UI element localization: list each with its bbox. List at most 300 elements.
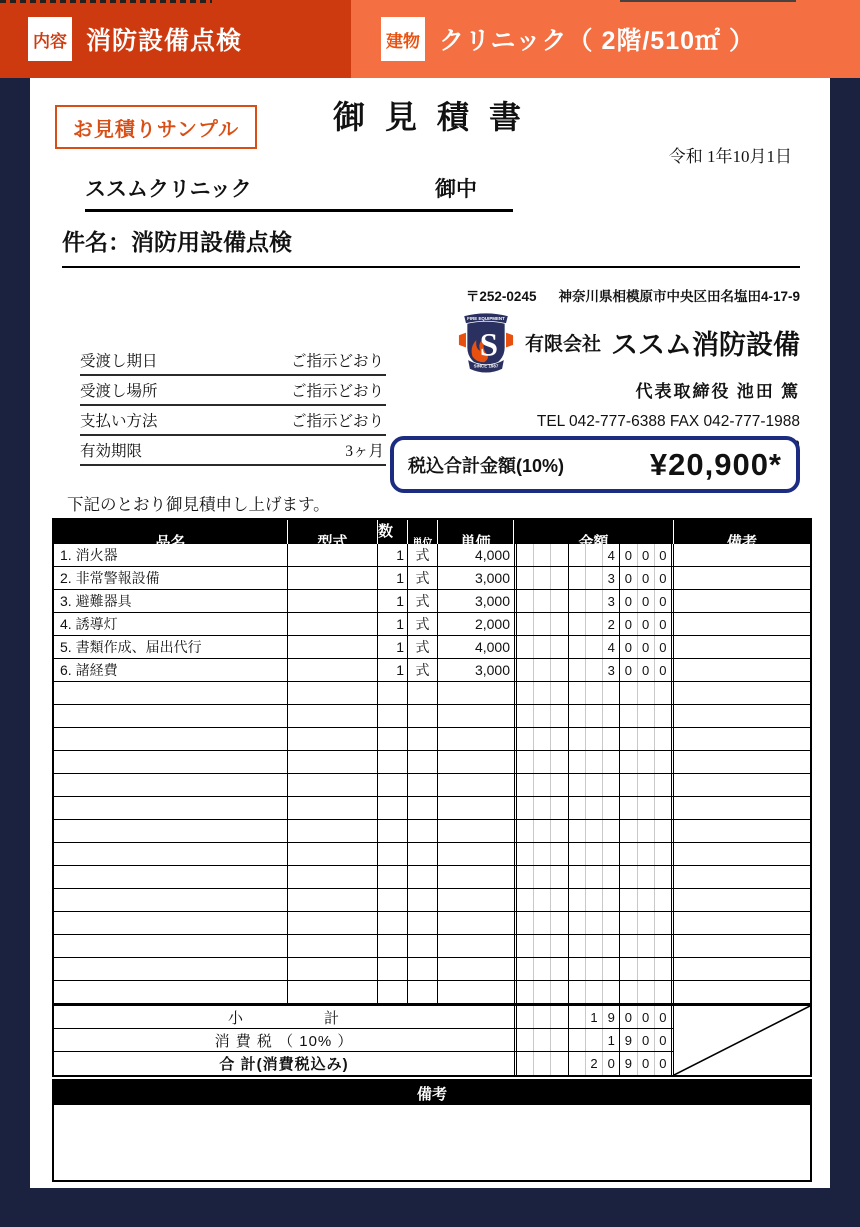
- amount-digit: [585, 935, 602, 957]
- top-edge-artifact-2: [620, 0, 796, 2]
- amount-digit: [568, 912, 585, 934]
- amount-digit: [654, 889, 671, 911]
- item-model-cell: [288, 935, 378, 958]
- amount-digit: [517, 1052, 533, 1075]
- header-building-section: [351, 0, 860, 78]
- amount-digit: [619, 682, 636, 704]
- item-model-cell: [288, 728, 378, 751]
- item-price-cell: [438, 981, 514, 1004]
- item-note-cell: [674, 705, 810, 728]
- item-qty-cell: [378, 866, 408, 889]
- total-label-cell: 合 計(消費税込み): [219, 1056, 349, 1073]
- amount-digits: [516, 636, 672, 658]
- amount-digit: 2: [602, 613, 619, 635]
- amount-digit: 0: [619, 544, 636, 566]
- amount-digit: 0: [637, 1006, 654, 1028]
- amount-digit: 0: [637, 613, 654, 635]
- subject-line: 件名：消防用設備点検: [62, 224, 800, 268]
- amount-digit: 1: [585, 1006, 602, 1028]
- amount-digit: 0: [637, 659, 654, 681]
- item-qty-cell: [378, 981, 408, 1004]
- item-price-cell: [438, 866, 514, 889]
- amount-digit: [654, 751, 671, 773]
- amount-digit: [533, 866, 550, 888]
- amount-cell: [514, 544, 674, 567]
- logo-letter: S: [479, 327, 499, 364]
- amount-digit: [602, 797, 619, 819]
- item-unit-cell: [408, 958, 438, 981]
- item-name-cell: [54, 912, 288, 935]
- amount-digit: 0: [619, 613, 636, 635]
- item-note-cell: [674, 866, 810, 889]
- amount-digit: [517, 981, 533, 1003]
- amount-digit: [619, 912, 636, 934]
- amount-digits: [516, 751, 672, 773]
- amount-digit: 0: [654, 567, 671, 589]
- item-qty-cell: [378, 912, 408, 935]
- amount-digit: [602, 935, 619, 957]
- item-name-cell: 5. 書類作成、届出代行: [54, 636, 288, 659]
- amount-digit: [568, 751, 585, 773]
- item-unit-cell: [408, 866, 438, 889]
- item-model-cell: [288, 636, 378, 659]
- amount-digit: [533, 889, 550, 911]
- amount-digit: [585, 889, 602, 911]
- item-price-cell: [438, 820, 514, 843]
- header-content-section: [0, 0, 351, 78]
- amount-digit: [637, 751, 654, 773]
- amount-digit: [585, 774, 602, 796]
- amount-digit: [517, 935, 533, 957]
- amount-digit: [550, 659, 567, 681]
- item-name-cell: [54, 820, 288, 843]
- total-amount-box: [390, 436, 800, 493]
- amount-digit: [568, 935, 585, 957]
- amount-digit: [568, 682, 585, 704]
- amount-digit: [619, 935, 636, 957]
- item-qty-cell: 1: [378, 567, 408, 590]
- item-unit-cell: [408, 912, 438, 935]
- amount-digit: [602, 820, 619, 842]
- amount-digit: [602, 981, 619, 1003]
- amount-digit: 3: [602, 659, 619, 681]
- amount-digits: [516, 590, 672, 612]
- item-name-cell: [54, 705, 288, 728]
- item-note-cell: [674, 636, 810, 659]
- amount-digits: [516, 912, 672, 934]
- amount-digit: [568, 705, 585, 727]
- amount-digit: [517, 705, 533, 727]
- amount-digit: [550, 774, 567, 796]
- item-qty-cell: [378, 889, 408, 912]
- document-title: 御 見 積 書: [332, 99, 527, 135]
- company-address-row: [457, 285, 800, 305]
- amount-digit: [550, 843, 567, 865]
- amount-digit: [550, 866, 567, 888]
- header-unit-price: 単価: [438, 520, 514, 562]
- amount-digit: [619, 705, 636, 727]
- amount-cell: [514, 751, 674, 774]
- item-note-cell: [674, 935, 810, 958]
- item-qty-cell: 1: [378, 613, 408, 636]
- amount-digit: [533, 1006, 550, 1028]
- item-name-cell: [54, 774, 288, 797]
- amount-digit: [619, 751, 636, 773]
- totals-grid: [54, 1004, 810, 1075]
- company-name-prefix: 有限会社: [524, 333, 601, 355]
- amount-digit: [517, 682, 533, 704]
- amount-cell: [514, 797, 674, 820]
- diagonal-slash: [674, 1006, 810, 1075]
- amount-digit: [619, 889, 636, 911]
- company-tel-fax: TEL 042-777-6388 FAX 042-777-1988: [536, 413, 800, 430]
- item-note-cell: [674, 797, 810, 820]
- item-model-cell: [288, 774, 378, 797]
- amount-digits: [516, 981, 672, 1003]
- amount-digit: [533, 613, 550, 635]
- amount-digit: [637, 797, 654, 819]
- amount-digit: 3: [602, 567, 619, 589]
- amount-cell: [514, 705, 674, 728]
- amount-digit: 0: [619, 567, 636, 589]
- header-amount: 金額: [514, 520, 674, 562]
- amount-digit: [533, 774, 550, 796]
- amount-digit: [585, 843, 602, 865]
- amount-digit: [602, 843, 619, 865]
- amount-cell: [514, 728, 674, 751]
- item-unit-cell: [408, 751, 438, 774]
- item-name-cell: 3. 避難器具: [54, 590, 288, 613]
- amount-digit: 0: [637, 636, 654, 658]
- recipient-name: ススムクリニック: [85, 178, 252, 201]
- item-model-cell: [288, 912, 378, 935]
- item-price-cell: [438, 958, 514, 981]
- amount-digit: [637, 889, 654, 911]
- amount-digit: [619, 728, 636, 750]
- terms-value: ご指示どおり: [290, 413, 384, 430]
- amount-digit: [637, 935, 654, 957]
- item-unit-cell: [408, 843, 438, 866]
- amount-digit: 0: [637, 1052, 654, 1075]
- amount-digit: [550, 751, 567, 773]
- item-note-cell: [674, 751, 810, 774]
- item-unit-cell: 式: [408, 636, 438, 659]
- amount-digit: [550, 728, 567, 750]
- item-price-cell: 3,000: [438, 567, 514, 590]
- amount-digits: [516, 843, 672, 865]
- amount-digit: [585, 728, 602, 750]
- total-label-cell: 消 費 税 （ 10% ）: [54, 1029, 514, 1052]
- logo-bottom-ribbon: SINCE 1987: [473, 363, 499, 369]
- amount-cell: [514, 1006, 674, 1029]
- item-unit-cell: [408, 774, 438, 797]
- amount-digit: 0: [654, 636, 671, 658]
- amount-digit: [585, 544, 602, 566]
- amount-digit: 0: [654, 613, 671, 635]
- amount-digits: [516, 774, 672, 796]
- amount-digit: [637, 981, 654, 1003]
- amount-digits: [516, 682, 672, 704]
- amount-digit: [533, 935, 550, 957]
- amount-digit: [517, 1006, 533, 1028]
- amount-digit: [602, 705, 619, 727]
- amount-digit: [517, 958, 533, 980]
- amount-digit: [568, 981, 585, 1003]
- item-qty-cell: [378, 751, 408, 774]
- amount-digit: [568, 567, 585, 589]
- amount-cell: [514, 1029, 674, 1052]
- item-price-cell: 3,000: [438, 590, 514, 613]
- amount-digits: [516, 797, 672, 819]
- amount-digit: [550, 958, 567, 980]
- item-note-cell: [674, 659, 810, 682]
- amount-digit: [637, 774, 654, 796]
- item-model-cell: [288, 889, 378, 912]
- amount-cell: [514, 981, 674, 1004]
- amount-digit: [602, 866, 619, 888]
- amount-digit: [550, 613, 567, 635]
- amount-digit: [517, 1029, 533, 1051]
- item-qty-cell: [378, 935, 408, 958]
- amount-digit: [517, 728, 533, 750]
- amount-digit: [533, 590, 550, 612]
- terms-label: 支払い方法: [80, 413, 158, 430]
- item-price-cell: [438, 682, 514, 705]
- company-postal: 〒252-0245: [465, 289, 537, 304]
- amount-digit: [585, 751, 602, 773]
- terms-row-delivery-place: [80, 376, 386, 406]
- amount-digit: [550, 820, 567, 842]
- item-unit-cell: 式: [408, 613, 438, 636]
- item-qty-cell: 1: [378, 659, 408, 682]
- company-name: ススム消防設備: [611, 329, 800, 360]
- amount-cell: [514, 958, 674, 981]
- amount-digit: [619, 981, 636, 1003]
- totals-note-cell: [674, 1006, 810, 1075]
- amount-digit: [533, 659, 550, 681]
- amount-digit: [550, 912, 567, 934]
- amount-digit: [517, 636, 533, 658]
- item-note-cell: [674, 590, 810, 613]
- remarks-title: 備考: [54, 1081, 810, 1105]
- amount-digit: [637, 728, 654, 750]
- amount-digits: [516, 705, 672, 727]
- item-price-cell: [438, 774, 514, 797]
- item-model-cell: [288, 613, 378, 636]
- amount-digit: [619, 797, 636, 819]
- content-label: 消防設備点検: [86, 27, 243, 55]
- amount-digit: [568, 797, 585, 819]
- amount-digit: [533, 705, 550, 727]
- terms-table: [80, 346, 386, 466]
- amount-digit: [533, 1029, 550, 1051]
- amount-cell: [514, 843, 674, 866]
- item-price-cell: 3,000: [438, 659, 514, 682]
- estimate-table: [52, 518, 812, 1077]
- item-price-cell: 4,000: [438, 636, 514, 659]
- amount-digit: [585, 613, 602, 635]
- amount-digit: [568, 590, 585, 612]
- amount-digit: 1: [602, 1029, 619, 1051]
- amount-digit: [550, 981, 567, 1003]
- item-qty-cell: [378, 705, 408, 728]
- item-price-cell: 4,000: [438, 544, 514, 567]
- amount-digit: 9: [619, 1052, 636, 1075]
- item-qty-cell: [378, 797, 408, 820]
- recipient-suffix: 御中: [435, 177, 477, 201]
- amount-digit: [619, 866, 636, 888]
- item-model-cell: [288, 958, 378, 981]
- header-item-name: 品名: [54, 520, 288, 562]
- amount-digit: [602, 889, 619, 911]
- item-name-cell: 2. 非常警報設備: [54, 567, 288, 590]
- company-representative: 代表取締役 池田 篤: [635, 382, 800, 401]
- amount-digit: [585, 659, 602, 681]
- amount-digit: [585, 958, 602, 980]
- amount-digit: [654, 820, 671, 842]
- intro-text: 下記のとおり御見積申し上げます。: [67, 496, 330, 514]
- amount-digits: [516, 889, 672, 911]
- amount-digit: [533, 751, 550, 773]
- amount-digit: 0: [619, 590, 636, 612]
- header-note: 備考: [726, 533, 757, 551]
- item-name-cell: [54, 935, 288, 958]
- amount-digit: [533, 797, 550, 819]
- item-model-cell: [288, 659, 378, 682]
- item-qty-cell: [378, 958, 408, 981]
- amount-digit: 0: [637, 567, 654, 589]
- item-model-cell: [288, 567, 378, 590]
- amount-digit: [585, 820, 602, 842]
- amount-digit: [550, 935, 567, 957]
- amount-cell: [514, 935, 674, 958]
- amount-digit: [654, 866, 671, 888]
- amount-digit: [568, 728, 585, 750]
- amount-cell: [514, 820, 674, 843]
- amount-digit: [568, 1029, 585, 1051]
- amount-digit: [517, 912, 533, 934]
- estimate-page: [30, 78, 830, 1188]
- item-unit-cell: [408, 820, 438, 843]
- amount-digit: [533, 636, 550, 658]
- item-model-cell: [288, 820, 378, 843]
- amount-digit: 4: [602, 544, 619, 566]
- item-price-cell: 2,000: [438, 613, 514, 636]
- amount-digit: 4: [602, 636, 619, 658]
- item-name-cell: 1. 消火器: [54, 544, 288, 567]
- item-qty-cell: [378, 682, 408, 705]
- amount-digit: [550, 636, 567, 658]
- amount-digit: [602, 774, 619, 796]
- amount-digit: [654, 958, 671, 980]
- amount-digit: [602, 958, 619, 980]
- amount-digit: [568, 636, 585, 658]
- amount-digit: [568, 774, 585, 796]
- amount-digit: [585, 682, 602, 704]
- terms-label: 受渡し場所: [80, 383, 158, 400]
- amount-digit: [517, 866, 533, 888]
- top-edge-artifact: [0, 0, 212, 3]
- amount-cell: [514, 590, 674, 613]
- item-note-cell: [674, 544, 810, 567]
- amount-digit: [533, 820, 550, 842]
- item-unit-cell: [408, 682, 438, 705]
- amount-digit: [568, 1006, 585, 1028]
- amount-digit: 2: [585, 1052, 602, 1075]
- amount-digit: 0: [619, 659, 636, 681]
- amount-digit: [550, 682, 567, 704]
- amount-digit: [568, 544, 585, 566]
- amount-digit: [550, 590, 567, 612]
- item-note-cell: [674, 774, 810, 797]
- amount-digit: 0: [654, 1052, 671, 1075]
- item-price-cell: [438, 705, 514, 728]
- item-model-cell: [288, 544, 378, 567]
- terms-value: ご指示どおり: [290, 353, 384, 370]
- item-qty-cell: [378, 820, 408, 843]
- amount-digit: [533, 544, 550, 566]
- page-header: [0, 0, 860, 78]
- amount-digits: [516, 935, 672, 957]
- amount-digit: 0: [637, 1029, 654, 1051]
- item-unit-cell: [408, 728, 438, 751]
- total-amount-label: 税込合計金額(10%): [408, 455, 565, 476]
- amount-digit: 0: [654, 1006, 671, 1028]
- remarks-section: [52, 1079, 812, 1182]
- amount-digit: [654, 682, 671, 704]
- item-qty-cell: 1: [378, 544, 408, 567]
- header-unit: 単位: [408, 520, 438, 562]
- amount-digit: 0: [637, 544, 654, 566]
- item-price-cell: [438, 751, 514, 774]
- amount-digit: [654, 797, 671, 819]
- item-qty-cell: 1: [378, 590, 408, 613]
- amount-digit: 0: [637, 590, 654, 612]
- amount-cell: [514, 912, 674, 935]
- item-unit-cell: [408, 889, 438, 912]
- logo-top-ribbon: FIRE EQUIPMENT: [467, 316, 505, 322]
- amount-digit: [585, 705, 602, 727]
- amount-digit: [654, 705, 671, 727]
- amount-cell: [514, 682, 674, 705]
- amount-digit: [619, 843, 636, 865]
- item-price-cell: [438, 797, 514, 820]
- item-unit-cell: 式: [408, 544, 438, 567]
- amount-digit: [550, 1052, 567, 1075]
- building-badge: 建物: [381, 17, 425, 61]
- amount-digit: [533, 567, 550, 589]
- amount-digit: [585, 590, 602, 612]
- remarks-content: [54, 1105, 810, 1180]
- amount-digit: [568, 866, 585, 888]
- amount-digits: [516, 728, 672, 750]
- amount-digit: [602, 912, 619, 934]
- amount-digit: [585, 1029, 602, 1051]
- amount-digit: [533, 682, 550, 704]
- item-price-cell: [438, 843, 514, 866]
- item-unit-cell: 式: [408, 659, 438, 682]
- item-model-cell: [288, 590, 378, 613]
- item-name-cell: [54, 728, 288, 751]
- item-model-cell: [288, 981, 378, 1004]
- amount-digit: [585, 567, 602, 589]
- amount-digit: [654, 935, 671, 957]
- amount-digit: [517, 613, 533, 635]
- amount-digit: [550, 544, 567, 566]
- document-date: 令和 1年10月1日: [668, 147, 792, 166]
- amount-digit: 0: [654, 590, 671, 612]
- amount-digit: [517, 544, 533, 566]
